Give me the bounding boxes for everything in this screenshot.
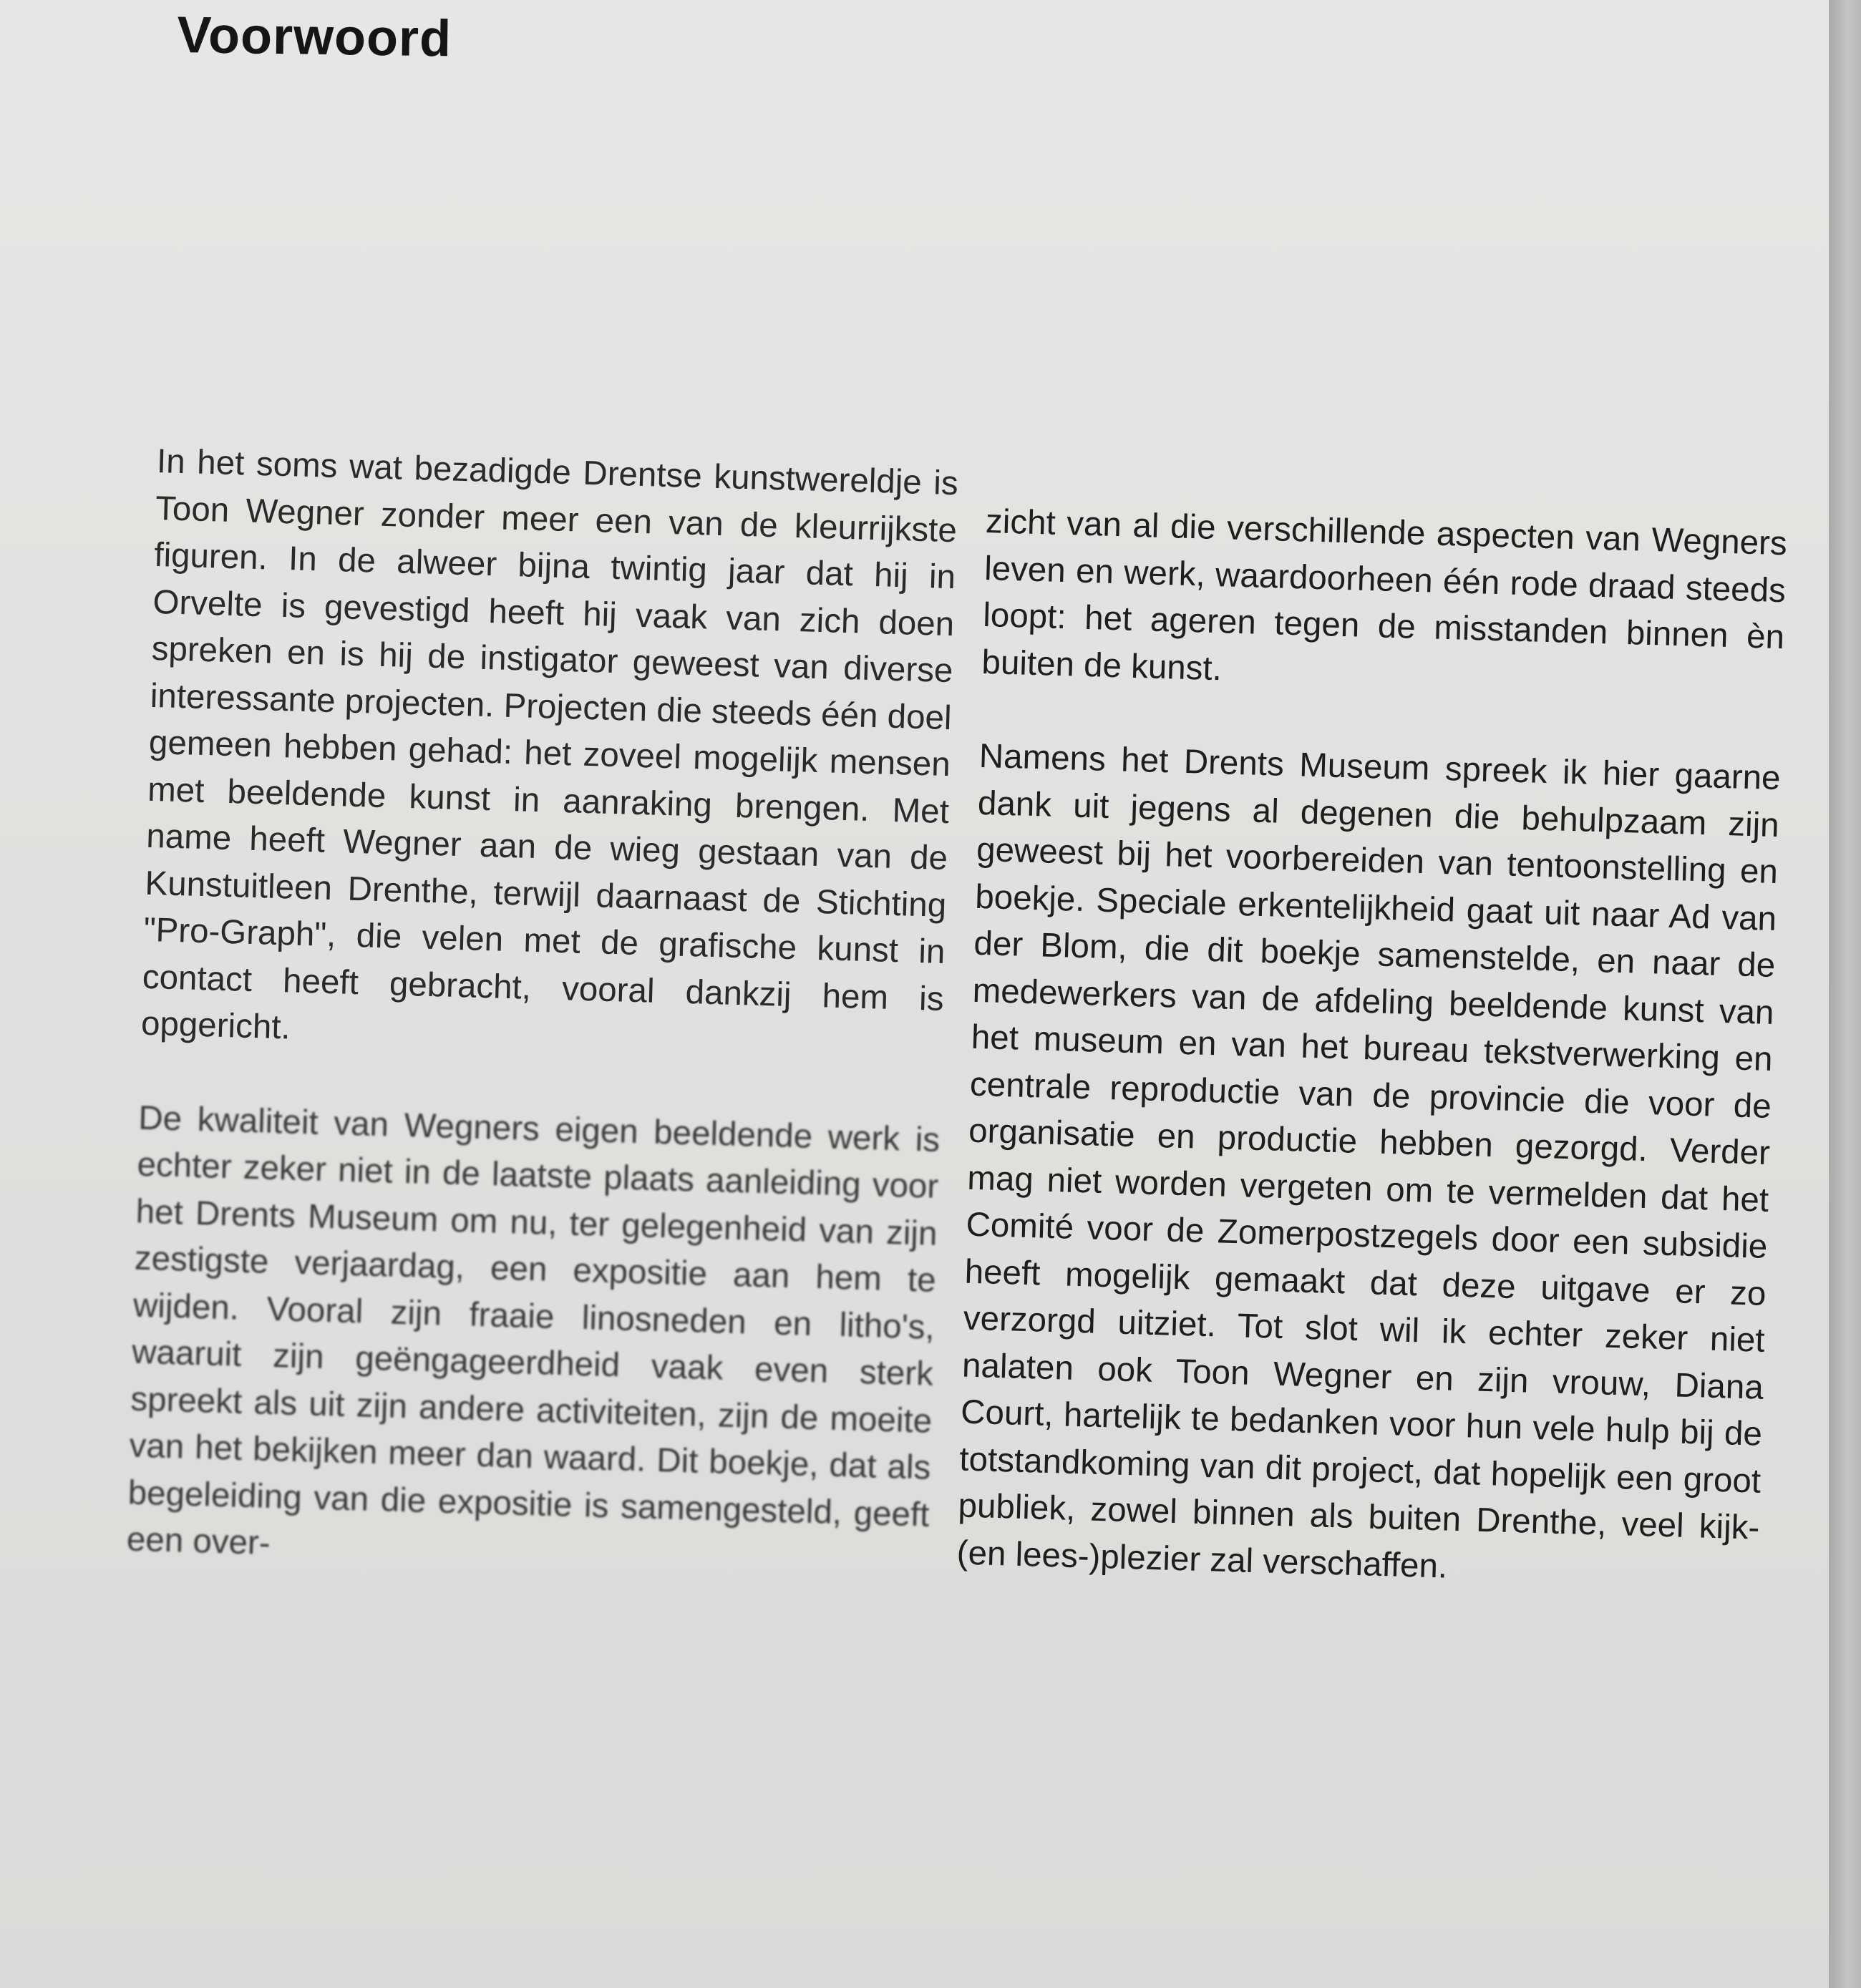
text-column-left	[126, 438, 958, 1585]
paragraph-acknowledgements: Namens het Drents Museum spreek ik hier gaarne dank uit jegens al degenen die behulpzaam zijn geweest bij het voorbereiden van tentoonstelling en boekje. Speciale erkentelijkheid gaat uit naar Ad van der Blom, die dit boekje samenstelde, en naar de medewerkers van de afdeling beeldende kunst van het museum en van het bureau tekstverwerking en centrale reproductie van de provincie die voor de organisatie en productie hebben gezorgd. Verder mag niet worden vergeten om te vermelden dat het Comité voor de Zomerpostzegels door een subsidie heeft mogelijk gemaakt dat deze uitgave er zo verzorgd uitziet. Tot slot wil ik echter zeker niet nalaten ook Toon Wegner en zijn vrouw, Diana Court, hartelijk te bedanken voor hun vele hulp bij de totstandkoming van dit project, dat hopelijk een groot publiek, zowel binnen als buiten Drenthe, veel kijk-(en lees-)plezier zal verschaffen.	[956, 736, 1782, 1586]
paragraph-exhibition: De kwaliteit van Wegners eigen beeldende werk is echter zeker niet in de laatste plaats aanleiding voor het Drents Museum om nu, ter gelegenheid van zijn zestigste verjaardag, een expositie aan hem te wijden. Vooral zijn fraaie linosneden en litho's, waaruit zijn geëngageerdheid vaak even sterk spreekt als uit zijn andere activiteiten, zijn de moeite van het bekijken meer dan waard. Dit boekje, dat als begeleiding van die expositie is samengesteld, geeft een over-	[126, 1098, 941, 1562]
page-heading: Voorwoord	[176, 6, 452, 68]
text-column-right	[956, 498, 1788, 1599]
paragraph-overview-continued: zicht van al die verschillende aspecten van Wegners leven en werk, waardoorheen één rode draad steeds loopt: het ageren tegen de misstanden binnen èn buiten de kunst.	[981, 502, 1788, 688]
page-edge	[1829, 0, 1861, 1988]
paragraph-introduction: In het soms wat bezadigde Drentse kunstwereldje is Toon Wegner zonder meer een van de kleurrijkste figuren. In de alweer bijna twintig jaar dat hij in Orvelte is gevestigd heeft hij vaak van zich doen spreken en is hij de instigator geweest van diverse interessante projecten. Projecten die steeds één doel gemeen hebben gehad: het zoveel mogelijk mensen met beeldende kunst in aanraking brengen. Met name heeft Wegner aan de wieg gestaan van de Kunstuitleen Drenthe, terwijl daarnaast de Stichting "Pro-Graph", die velen met de grafische kunst in contact heeft gebracht, vooral dankzij hem is opgericht.	[140, 442, 959, 1047]
